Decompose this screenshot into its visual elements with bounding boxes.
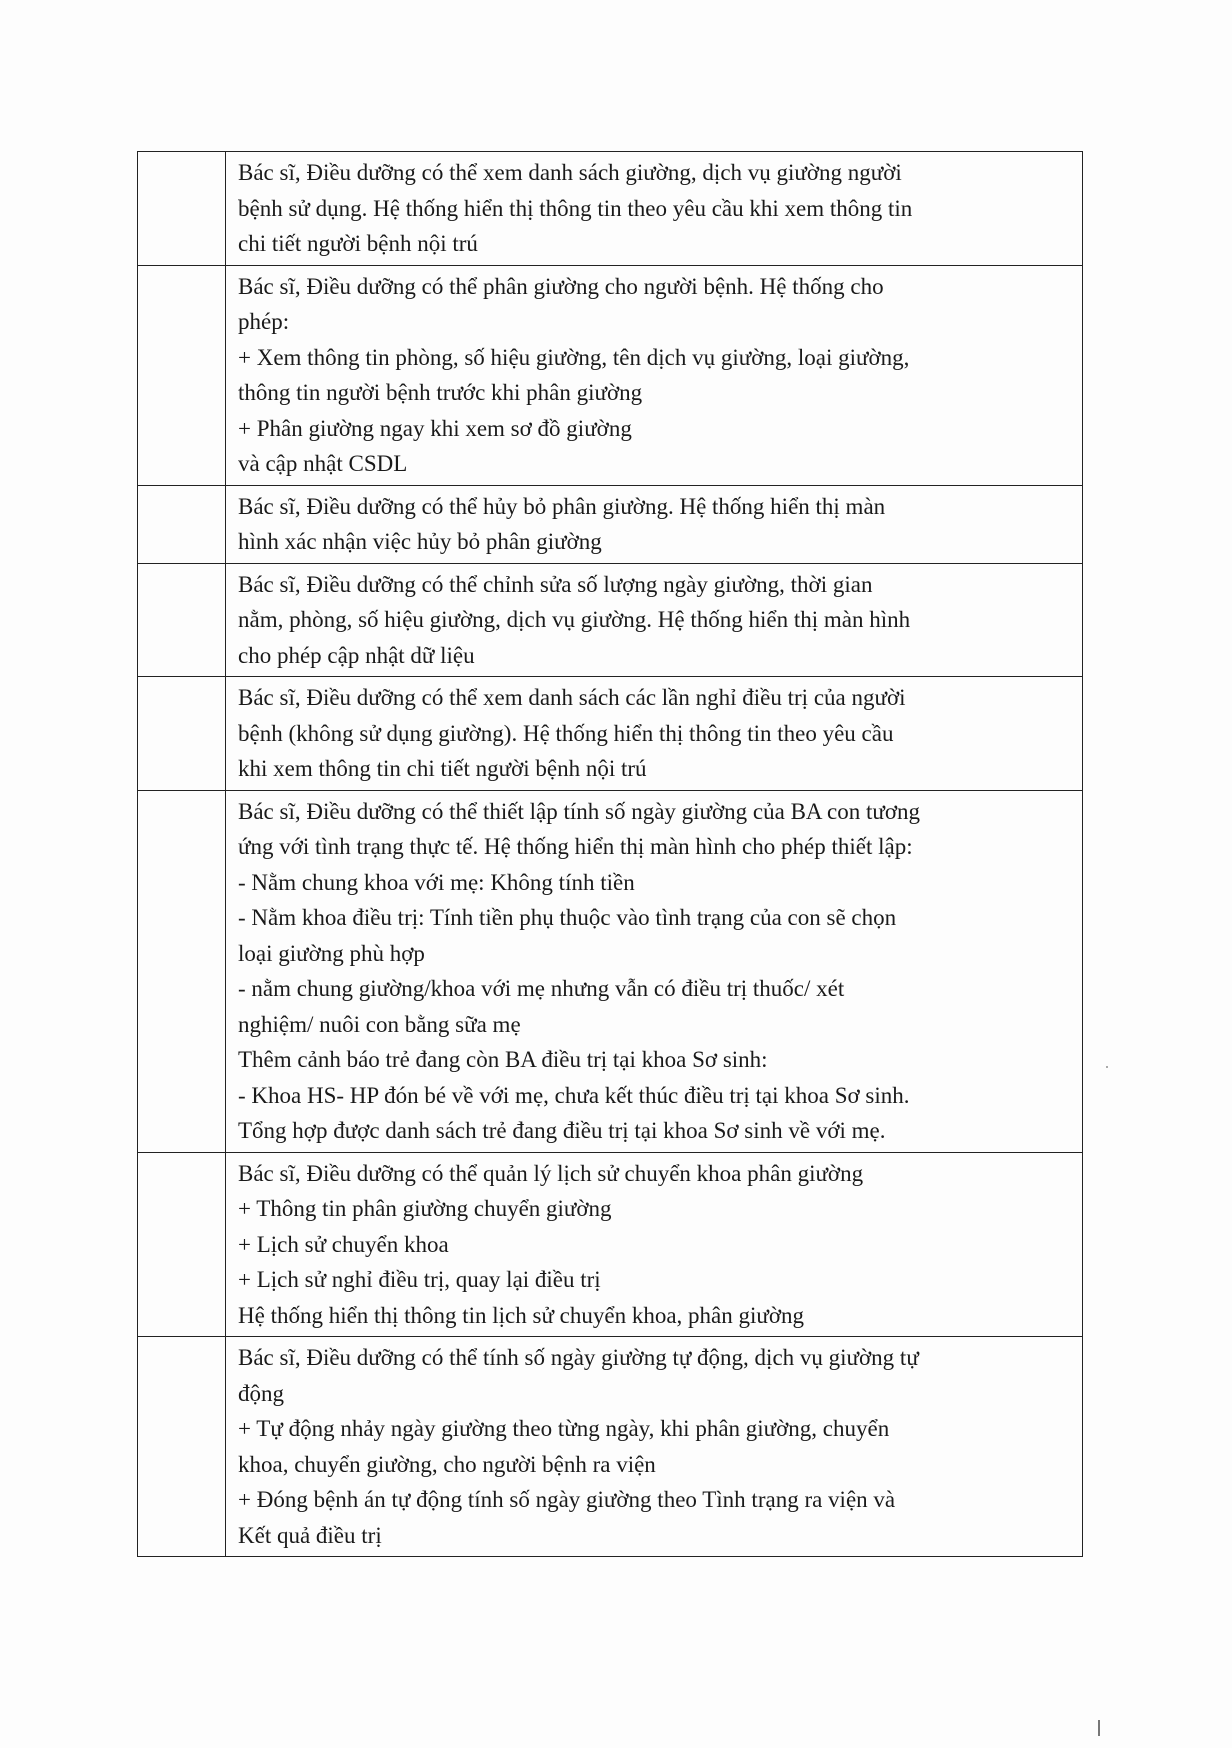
description-cell [226,1337,1083,1557]
text-line: Bác sĩ, Điều dưỡng có thể phân giường cho người bệnh. Hệ thống cho [238,273,884,299]
table-row [138,1152,1083,1337]
text-line: phép: [238,309,290,334]
text-line: bệnh (không sử dụng giường). Hệ thống hiển thị thông tin theo yêu cầu [238,720,894,746]
text-line: - Khoa HS- HP đón bé về với mẹ, chưa kết thúc điều trị tại khoa Sơ sinh. [238,1082,910,1108]
description-cell [226,485,1083,563]
text-line: hình xác nhận việc hủy bỏ phân giường [238,529,602,554]
index-cell [138,563,226,677]
text-line: + Tự động nhảy ngày giường theo từng ngày, khi phân giường, chuyển [238,1416,890,1441]
scan-mark [1098,1720,1100,1736]
text-line: chi tiết người bệnh nội trú [238,231,478,256]
table-row [138,485,1083,563]
text-line: Bác sĩ, Điều dưỡng có thể quản lý lịch sử chuyển khoa phân giường [238,1160,864,1186]
text-line: Bác sĩ, Điều dưỡng có thể hủy bỏ phân giường. Hệ thống hiển thị màn [238,493,886,519]
text-line: nghiệm/ nuôi con bằng sữa mẹ [238,1011,521,1037]
text-line: nằm, phòng, số hiệu giường, dịch vụ giường. Hệ thống hiển thị màn hình [238,607,911,632]
requirements-table-body [138,152,1083,1557]
text-line: ứng với tình trạng thực tế. Hệ thống hiển thị màn hình cho phép thiết lập: [238,834,913,859]
text-line: loại giường phù hợp [238,940,425,966]
text-line: + Thông tin phân giường chuyển giường [238,1196,612,1221]
text-line: và cập nhật CSDL [238,451,408,476]
index-cell [138,677,226,791]
text-line: + Xem thông tin phòng, số hiệu giường, tên dịch vụ giường, loại giường, [238,344,910,370]
text-line: + Đóng bệnh án tự động tính số ngày giường theo Tình trạng ra viện và [238,1487,896,1512]
text-line: khoa, chuyển giường, cho người bệnh ra viện [238,1451,656,1477]
description-cell [226,1152,1083,1337]
text-line: + Lịch sử chuyển khoa [238,1231,449,1257]
description-cell [226,790,1083,1152]
index-cell [138,152,226,266]
table-row [138,790,1083,1152]
description-cell [226,563,1083,677]
text-line: Bác sĩ, Điều dưỡng có thể tính số ngày giường tự động, dịch vụ giường tự [238,1345,919,1370]
description-cell [226,152,1083,266]
index-cell [138,790,226,1152]
text-line: Bác sĩ, Điều dưỡng có thể thiết lập tính số ngày giường của BA con tương [238,798,921,824]
text-line: Hệ thống hiển thị thông tin lịch sử chuyển khoa, phân giường [238,1302,805,1328]
text-line: bệnh sử dụng. Hệ thống hiển thị thông tin theo yêu cầu khi xem thông tin [238,195,913,221]
scan-speck [1106,1066,1108,1068]
text-line: - nằm chung giường/khoa với mẹ nhưng vẫn có điều trị thuốc/ xét [238,976,845,1001]
index-cell [138,485,226,563]
text-line: Kết quả điều trị [238,1522,382,1548]
text-line: - Nằm khoa điều trị: Tính tiền phụ thuộc vào tình trạng của con sẽ chọn [238,905,897,930]
table-row [138,152,1083,266]
index-cell [138,265,226,485]
table-row [138,563,1083,677]
index-cell [138,1337,226,1557]
table-row [138,1337,1083,1557]
text-line: khi xem thông tin chi tiết người bệnh nội trú [238,756,647,781]
index-cell [138,1152,226,1337]
text-line: động [238,1380,284,1406]
text-line: - Nằm chung khoa với mẹ: Không tính tiền [238,869,635,895]
description-cell [226,265,1083,485]
requirements-table [137,151,1083,1557]
table-row [138,677,1083,791]
text-line: Tổng hợp được danh sách trẻ đang điều trị tại khoa Sơ sinh về với mẹ. [238,1118,886,1143]
text-line: Thêm cảnh báo trẻ đang còn BA điều trị tại khoa Sơ sinh: [238,1047,768,1072]
text-line: + Phân giường ngay khi xem sơ đồ giường [238,415,632,441]
text-line: Bác sĩ, Điều dưỡng có thể chỉnh sửa số lượng ngày giường, thời gian [238,571,873,597]
text-line: + Lịch sử nghỉ điều trị, quay lại điều trị [238,1267,601,1292]
description-cell [226,677,1083,791]
text-line: Bác sĩ, Điều dưỡng có thể xem danh sách giường, dịch vụ giường người [238,160,902,185]
text-line: thông tin người bệnh trước khi phân giường [238,380,643,405]
table-row [138,265,1083,485]
text-line: Bác sĩ, Điều dưỡng có thể xem danh sách các lần nghỉ điều trị của người [238,685,906,710]
text-line: cho phép cập nhật dữ liệu [238,642,475,668]
